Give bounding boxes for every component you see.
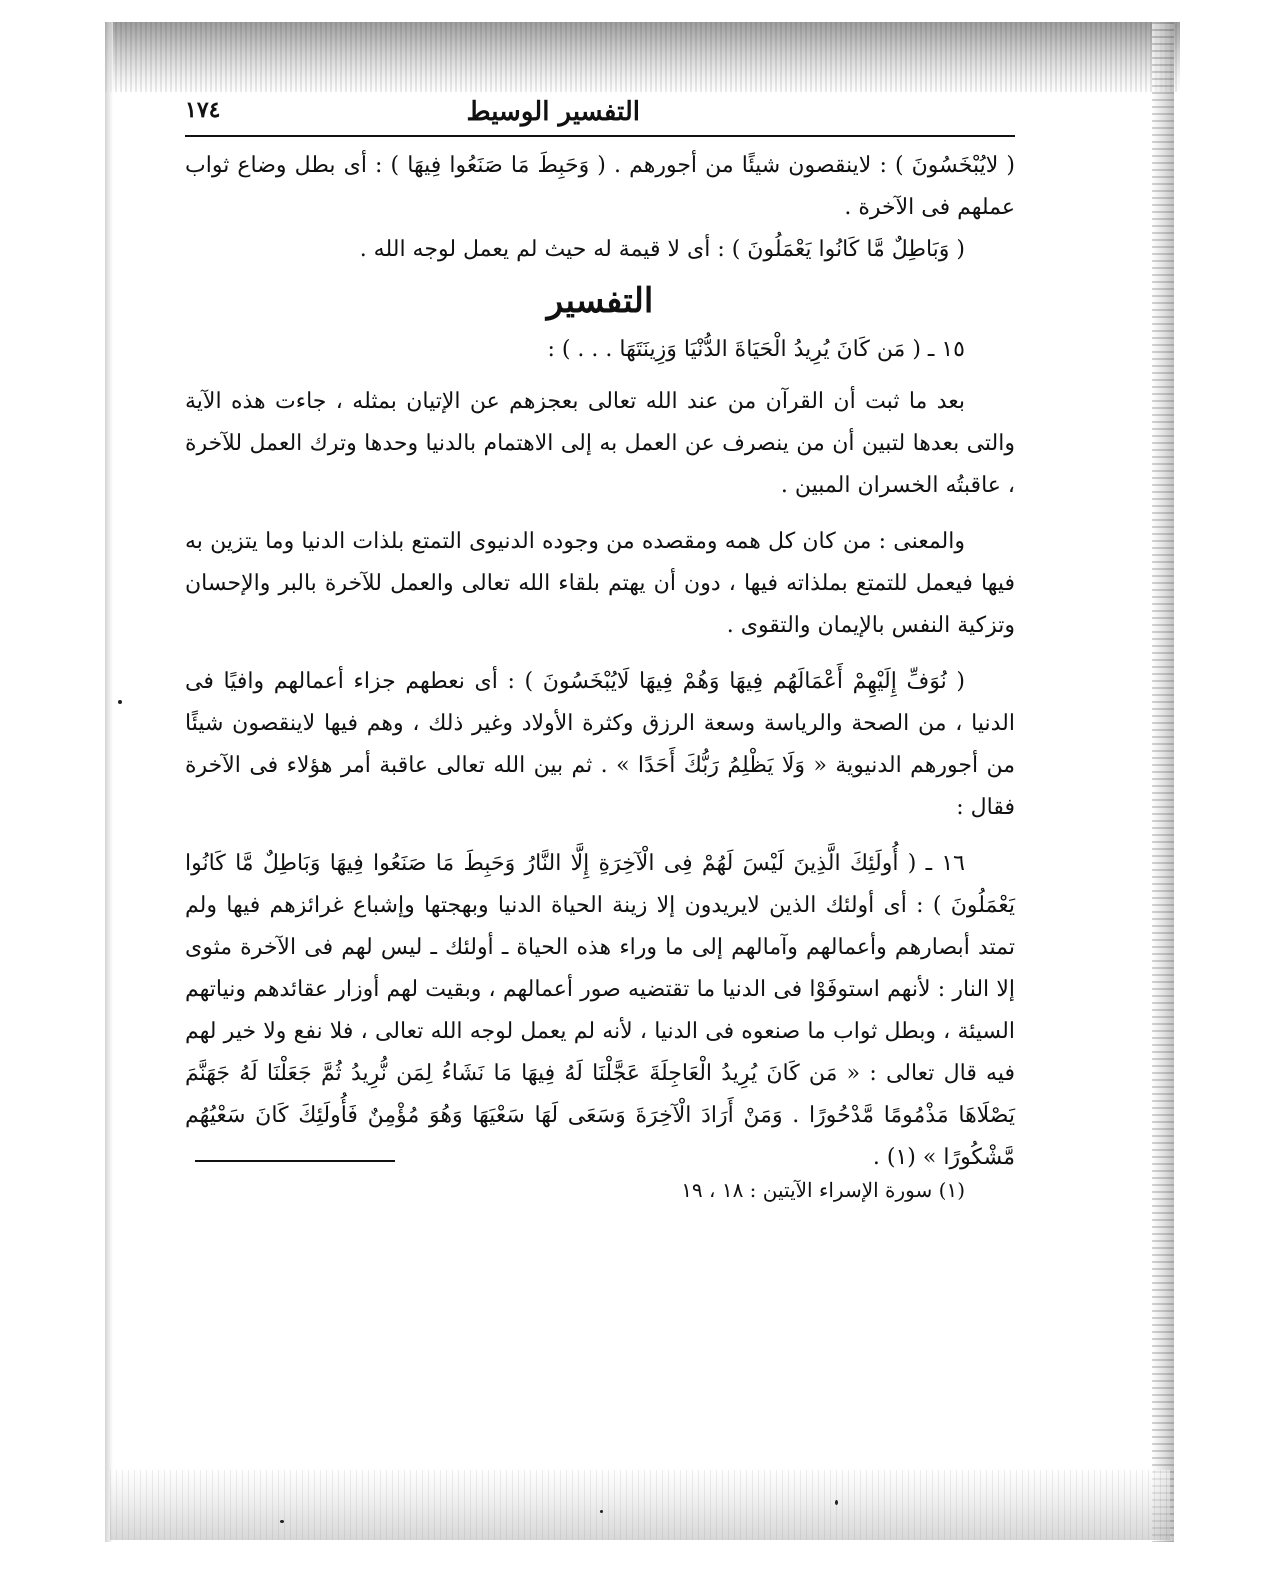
section-heading: التفسير [546,281,654,321]
running-title: التفسير الوسيط [466,97,640,127]
header-rule [185,135,1015,137]
running-header [185,95,1015,137]
scan-speck [118,700,122,704]
body-paragraph: والمعنى : من كان كل همه ومقصده من وجوده الدنيوى التمتع بلذات الدنيا وما يتزين به فيها فيعمل للتمتع بملذاته فيها ، دون أن يهتم بلقاء الله تعالى والعمل للآخرة بالبر والإحسان وتزكية النفس بالإيمان والتقوى . [185,529,1015,638]
scan-shadow-bottom [110,1470,1170,1540]
scan-speck [835,1500,838,1505]
verse-heading: ١٥ ـ ( مَن كَانَ يُرِيدُ الْحَيَاةَ الدُّنْيَا وَزِينَتَهَا . . . ) : [547,337,965,362]
gloss-paragraph: ( لايُبْخَسُونَ ) : لاينقصون شيئًا من أجورهم . ( وَحَبِطَ مَا صَنَعُوا فِيهَا ) : أى بطل وضاع ثواب عملهم فى الآخرة . [185,153,1015,220]
scan-speck [600,1510,603,1513]
body-paragraph: ( نُوَفِّ إِلَيْهِمْ أَعْمَالَهُم فِيهَا وَهُمْ فِيهَا لَايُبْخَسُونَ ) : أى نعطهم جزاء أعمالهم وافيًا فى الدنيا ، من الصحة والرياسة وسعة الرزق وكثرة الأولاد وغير ذلك ، وهم فيها لاينقصون شيئًا من أجورهم الدنيوية « وَلَا يَظْلِمُ رَبُّكَ أَحَدًا » . ثم بين الله تعالى عاقبة أمر هؤلاء فى الآخرة فقال : [185,669,1015,820]
scan-shadow-right [1152,22,1174,1542]
book-page [185,95,1015,1202]
body-paragraph: بعد ما ثبت أن القرآن من عند الله تعالى بعجزهم عن الإتيان بمثله ، جاءت هذه الآية والتى بعدها لتبين أن من ينصرف عن العمل به إلى الاهتمام بالدنيا وحدها وترك العمل للآخرة ، عاقبتُه الخسران المبين . [185,389,1015,498]
footnote-rule [195,1160,395,1162]
gloss-paragraph: ( وَبَاطِلٌ مَّا كَانُوا يَعْمَلُونَ ) : أى لا قيمة له حيث لم يعمل لوجه الله . [359,237,965,262]
footnote: (١) سورة الإسراء الآيتين : ١٨ ، ١٩ [681,1178,965,1202]
page-number: ١٧٤ [185,97,221,123]
scan-shadow-top [105,22,1180,92]
scan-speck [280,1520,284,1523]
scan-shadow-left [105,22,113,1542]
body-paragraph: ١٦ ـ ( أُولَئِكَ الَّذِينَ لَيْسَ لَهُمْ فِى الْآخِرَةِ إِلَّا النَّارُ وَحَبِطَ مَا صَنَعُوا فِيهَا وَبَاطِلٌ مَّا كَانُوا يَعْمَلُونَ ) : أى أولئك الذين لايريدون إلا زينة الحياة الدنيا وبهجتها وإشباع غرائزهم فيها ولم تمتد أبصارهم وأعمالهم وآمالهم إلى ما وراء هذه الحياة ـ أولئك ـ ليس لهم فى الآخرة مثوى إلا النار : لأنهم استوفَوْا فى الدنيا ما تقتضيه صور أعمالهم ، وبقيت لهم أوزار عقائدهم ونياتهم السيئة ، وبطل ثواب ما صنعوه فى الدنيا ، لأنه لم يعمل لوجه الله تعالى ، فلا نفع ولا خير لهم فيه قال تعالى : « مَن كَانَ يُرِيدُ الْعَاجِلَةَ عَجَّلْنَا لَهُ فِيهَا مَا نَشَاءُ لِمَن نُّرِيدُ ثُمَّ جَعَلْنَا لَهُ جَهَنَّمَ يَصْلَاهَا مَذْمُومًا مَّدْحُورًا . وَمَنْ أَرَادَ الْآخِرَةَ وَسَعَى لَهَا سَعْيَهَا وَهُوَ مُؤْمِنٌ فَأُولَئِكَ كَانَ سَعْيُهُم مَّشْكُورًا » (١) . [185,851,1015,1170]
